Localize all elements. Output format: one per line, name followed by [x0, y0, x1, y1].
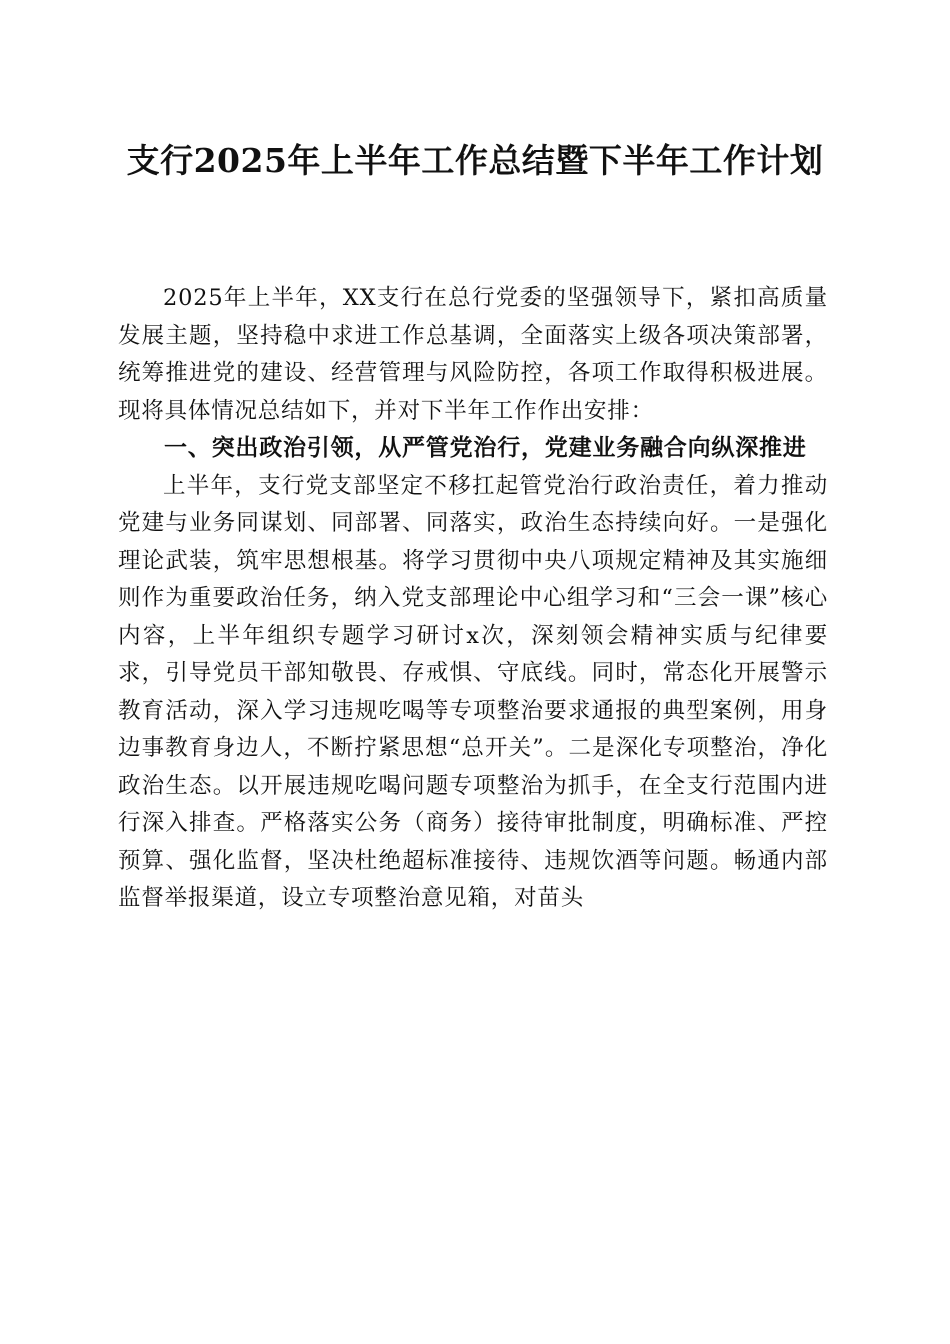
intro-paragraph: 2025年上半年，XX支行在总行党委的坚强领导下，紧扣高质量发展主题，坚持稳中求进工作总基调，全面落实上级各项决策部署，统筹推进党的建设、经营管理与风险防控，各项工作取得积极进展。现将具体情况总结如下，并对下半年工作作出安排： [118, 285, 828, 424]
section-1-paragraph: 上半年，支行党支部坚定不移扛起管党治行政治责任，着力推动党建与业务同谋划、同部署、同落实，政治生态持续向好。一是强化理论武装，筑牢思想根基。将学习贯彻中央八项规定精神及其实施细则作为重要政治任务，纳入党支部理论中心组学习和“三会一课”核心内容，上半年组织专题学习研讨x次，深刻领会精神实质与纪律要求，引导党员干部知敬畏、存戒惧、守底线。同时，常态化开展警示教育活动，深入学习违规吃喝等专项整治要求通报的典型案例，用身边事教育身边人，不断拧紧思想“总开关”。二是深化专项整治，净化政治生态。以开展违规吃喝问题专项整治为抓手，在全支行范围内进行深入排查。严格落实公务（商务）接待审批制度，明确标准、严控预算、强化监督，坚决杜绝超标准接待、违规饮酒等问题。畅通内部监督举报渠道，设立专项整治意见箱，对苗头 [118, 472, 828, 911]
document-body [118, 280, 828, 918]
document-title: 支行2025年上半年工作总结暨下半年工作计划 [126, 141, 824, 180]
section-1-heading: 一、突出政治引领，从严管党治行，党建业务融合向纵深推进 [164, 435, 807, 461]
